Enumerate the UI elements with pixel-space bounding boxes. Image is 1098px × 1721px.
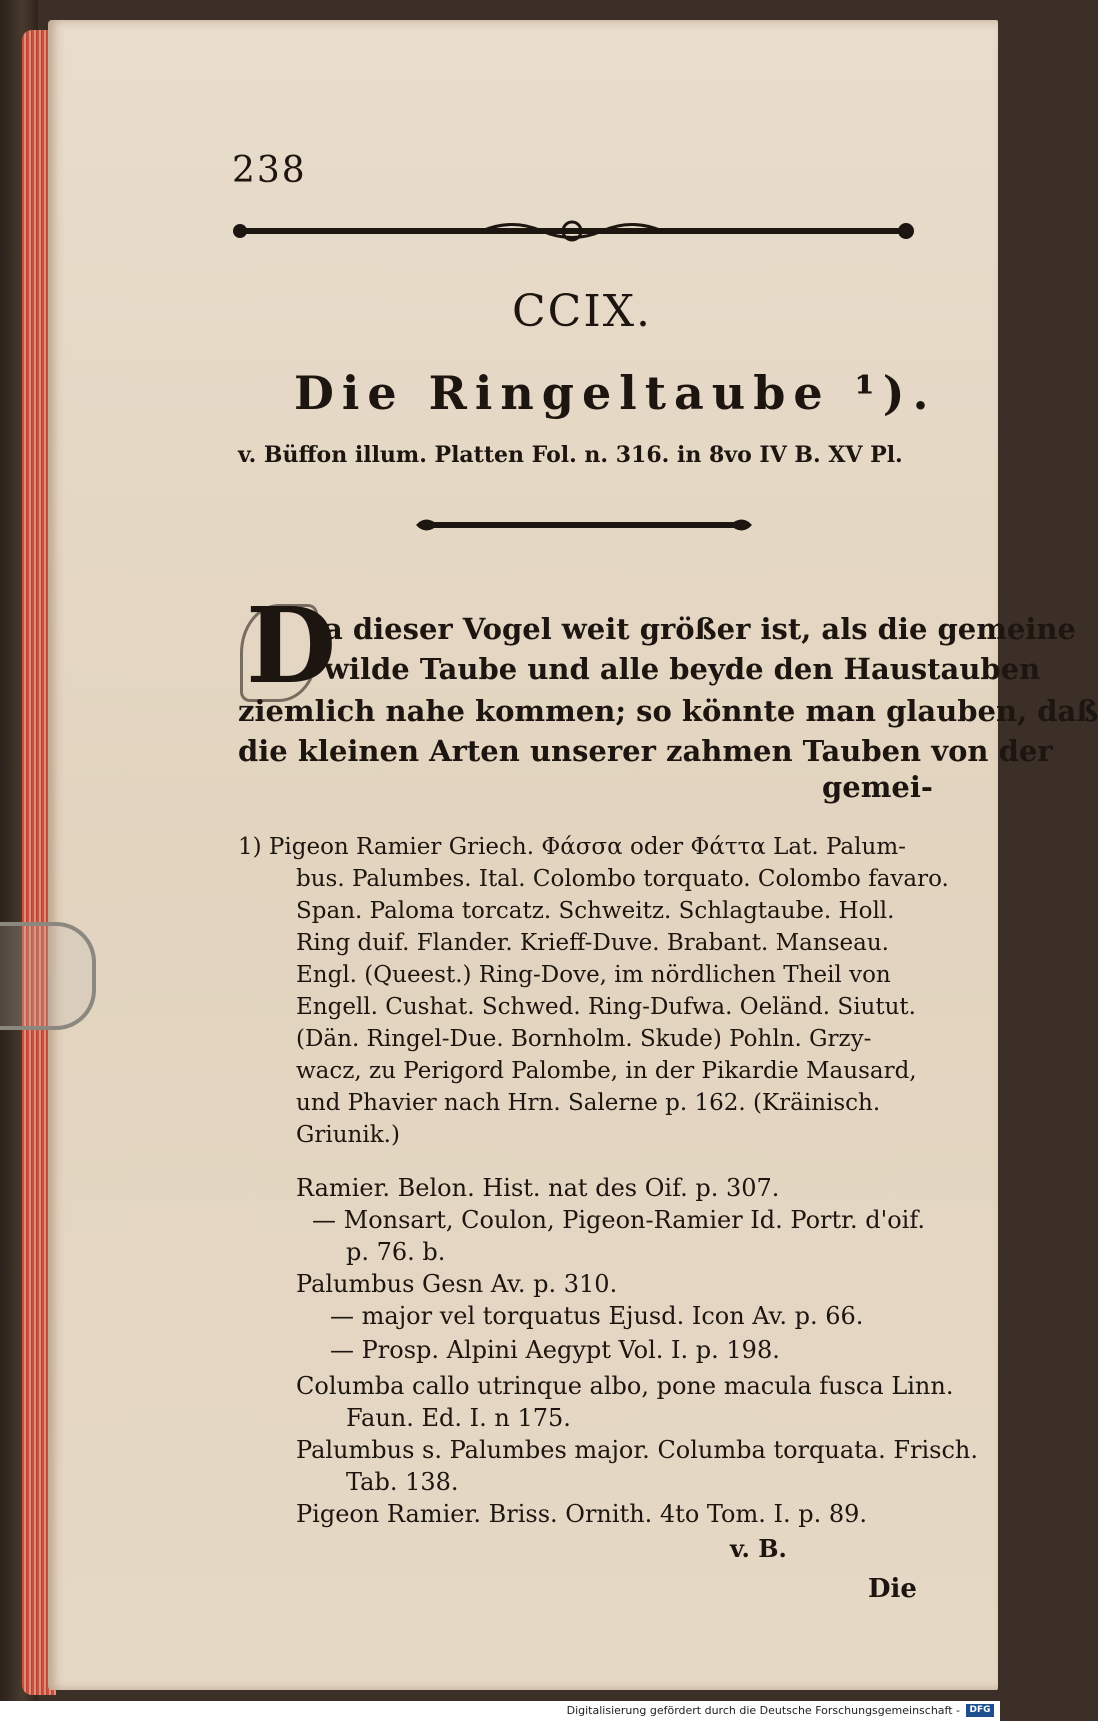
footnote-line: Ring duif. Flander. Krieff-Duve. Brabant. Manseau.: [296, 930, 889, 956]
footnote-line: 1) Pigeon Ramier Griech. Φάσσα oder Φάττα Lat. Palum-: [238, 834, 906, 860]
ornament-rule-top: [232, 216, 914, 246]
body-text-line: ziemlich nahe kommen; so könnte man glauben, daß: [238, 694, 1098, 728]
body-text-line: gemei-: [822, 770, 933, 804]
chapter-title: Die Ringeltaube ¹).: [294, 366, 937, 420]
citation-line: Faun. Ed. I. n 175.: [346, 1404, 571, 1432]
reference-line: v. Büffon illum. Platten Fol. n. 316. in 8vo IV B. XV Pl.: [238, 442, 903, 468]
catchword: Die: [868, 1574, 917, 1604]
citation-line: Pigeon Ramier. Briss. Ornith. 4to Tom. I. p. 89.: [296, 1500, 868, 1528]
citation-line: Ramier. Belon. Hist. nat des Oif. p. 307.: [296, 1174, 780, 1202]
body-text-line: a dieser Vogel weit größer ist, als die gemeine: [324, 612, 1076, 646]
body-text-line: die kleinen Arten unserer zahmen Tauben von der: [238, 734, 1053, 768]
citation-line: — Prosp. Alpini Aegypt Vol. I. p. 198.: [330, 1336, 780, 1364]
citation-line: — Monsart, Coulon, Pigeon-Ramier Id. Portr. d'oif.: [312, 1206, 925, 1234]
footnote-line: bus. Palumbes. Ital. Colombo torquato. Colombo favaro.: [296, 866, 949, 892]
citation-line: Palumbus Gesn Av. p. 310.: [296, 1270, 618, 1298]
footnote-line: Engell. Cushat. Schwed. Ring-Dufwa. Oeländ. Siutut.: [296, 994, 916, 1020]
footnote-line: Span. Paloma torcatz. Schweitz. Schlagtaube. Holl.: [296, 898, 895, 924]
citation-line: p. 76. b.: [346, 1238, 446, 1266]
footnote-line: Engl. (Queest.) Ring-Dove, im nördlichen Theil von: [296, 962, 891, 988]
footnote-line: Griunik.): [296, 1122, 400, 1148]
body-text-line: wilde Taube und alle beyde den Haustauben: [324, 652, 1041, 686]
citation-line: Palumbus s. Palumbes major. Columba torquata. Frisch.: [296, 1436, 978, 1464]
dfg-logo: DFG: [966, 1704, 994, 1717]
footnote-line: (Dän. Ringel-Due. Bornholm. Skude) Pohln. Grzy-: [296, 1026, 872, 1052]
citation-line: Tab. 138.: [346, 1468, 459, 1496]
footer-credit: Digitalisierung gefördert durch die Deutsche Forschungsgemeinschaft -: [566, 1704, 960, 1717]
catchword-signature: v. B.: [730, 1534, 787, 1563]
citation-line: Columba callo utrinque albo, pone macula fusca Linn.: [296, 1372, 954, 1400]
section-number: CCIX.: [512, 286, 653, 337]
drop-cap: D: [246, 584, 337, 707]
footnote-line: und Phavier nach Hrn. Salerne p. 162. (Kräinisch.: [296, 1090, 881, 1116]
footnote-line: wacz, zu Perigord Palombe, in der Pikardie Mausard,: [296, 1058, 917, 1084]
page-clip: [0, 922, 96, 1030]
ornament-rule-middle: [414, 512, 754, 538]
page-number: 238: [232, 150, 307, 191]
citation-line: — major vel torquatus Ejusd. Icon Av. p. 66.: [330, 1302, 864, 1330]
